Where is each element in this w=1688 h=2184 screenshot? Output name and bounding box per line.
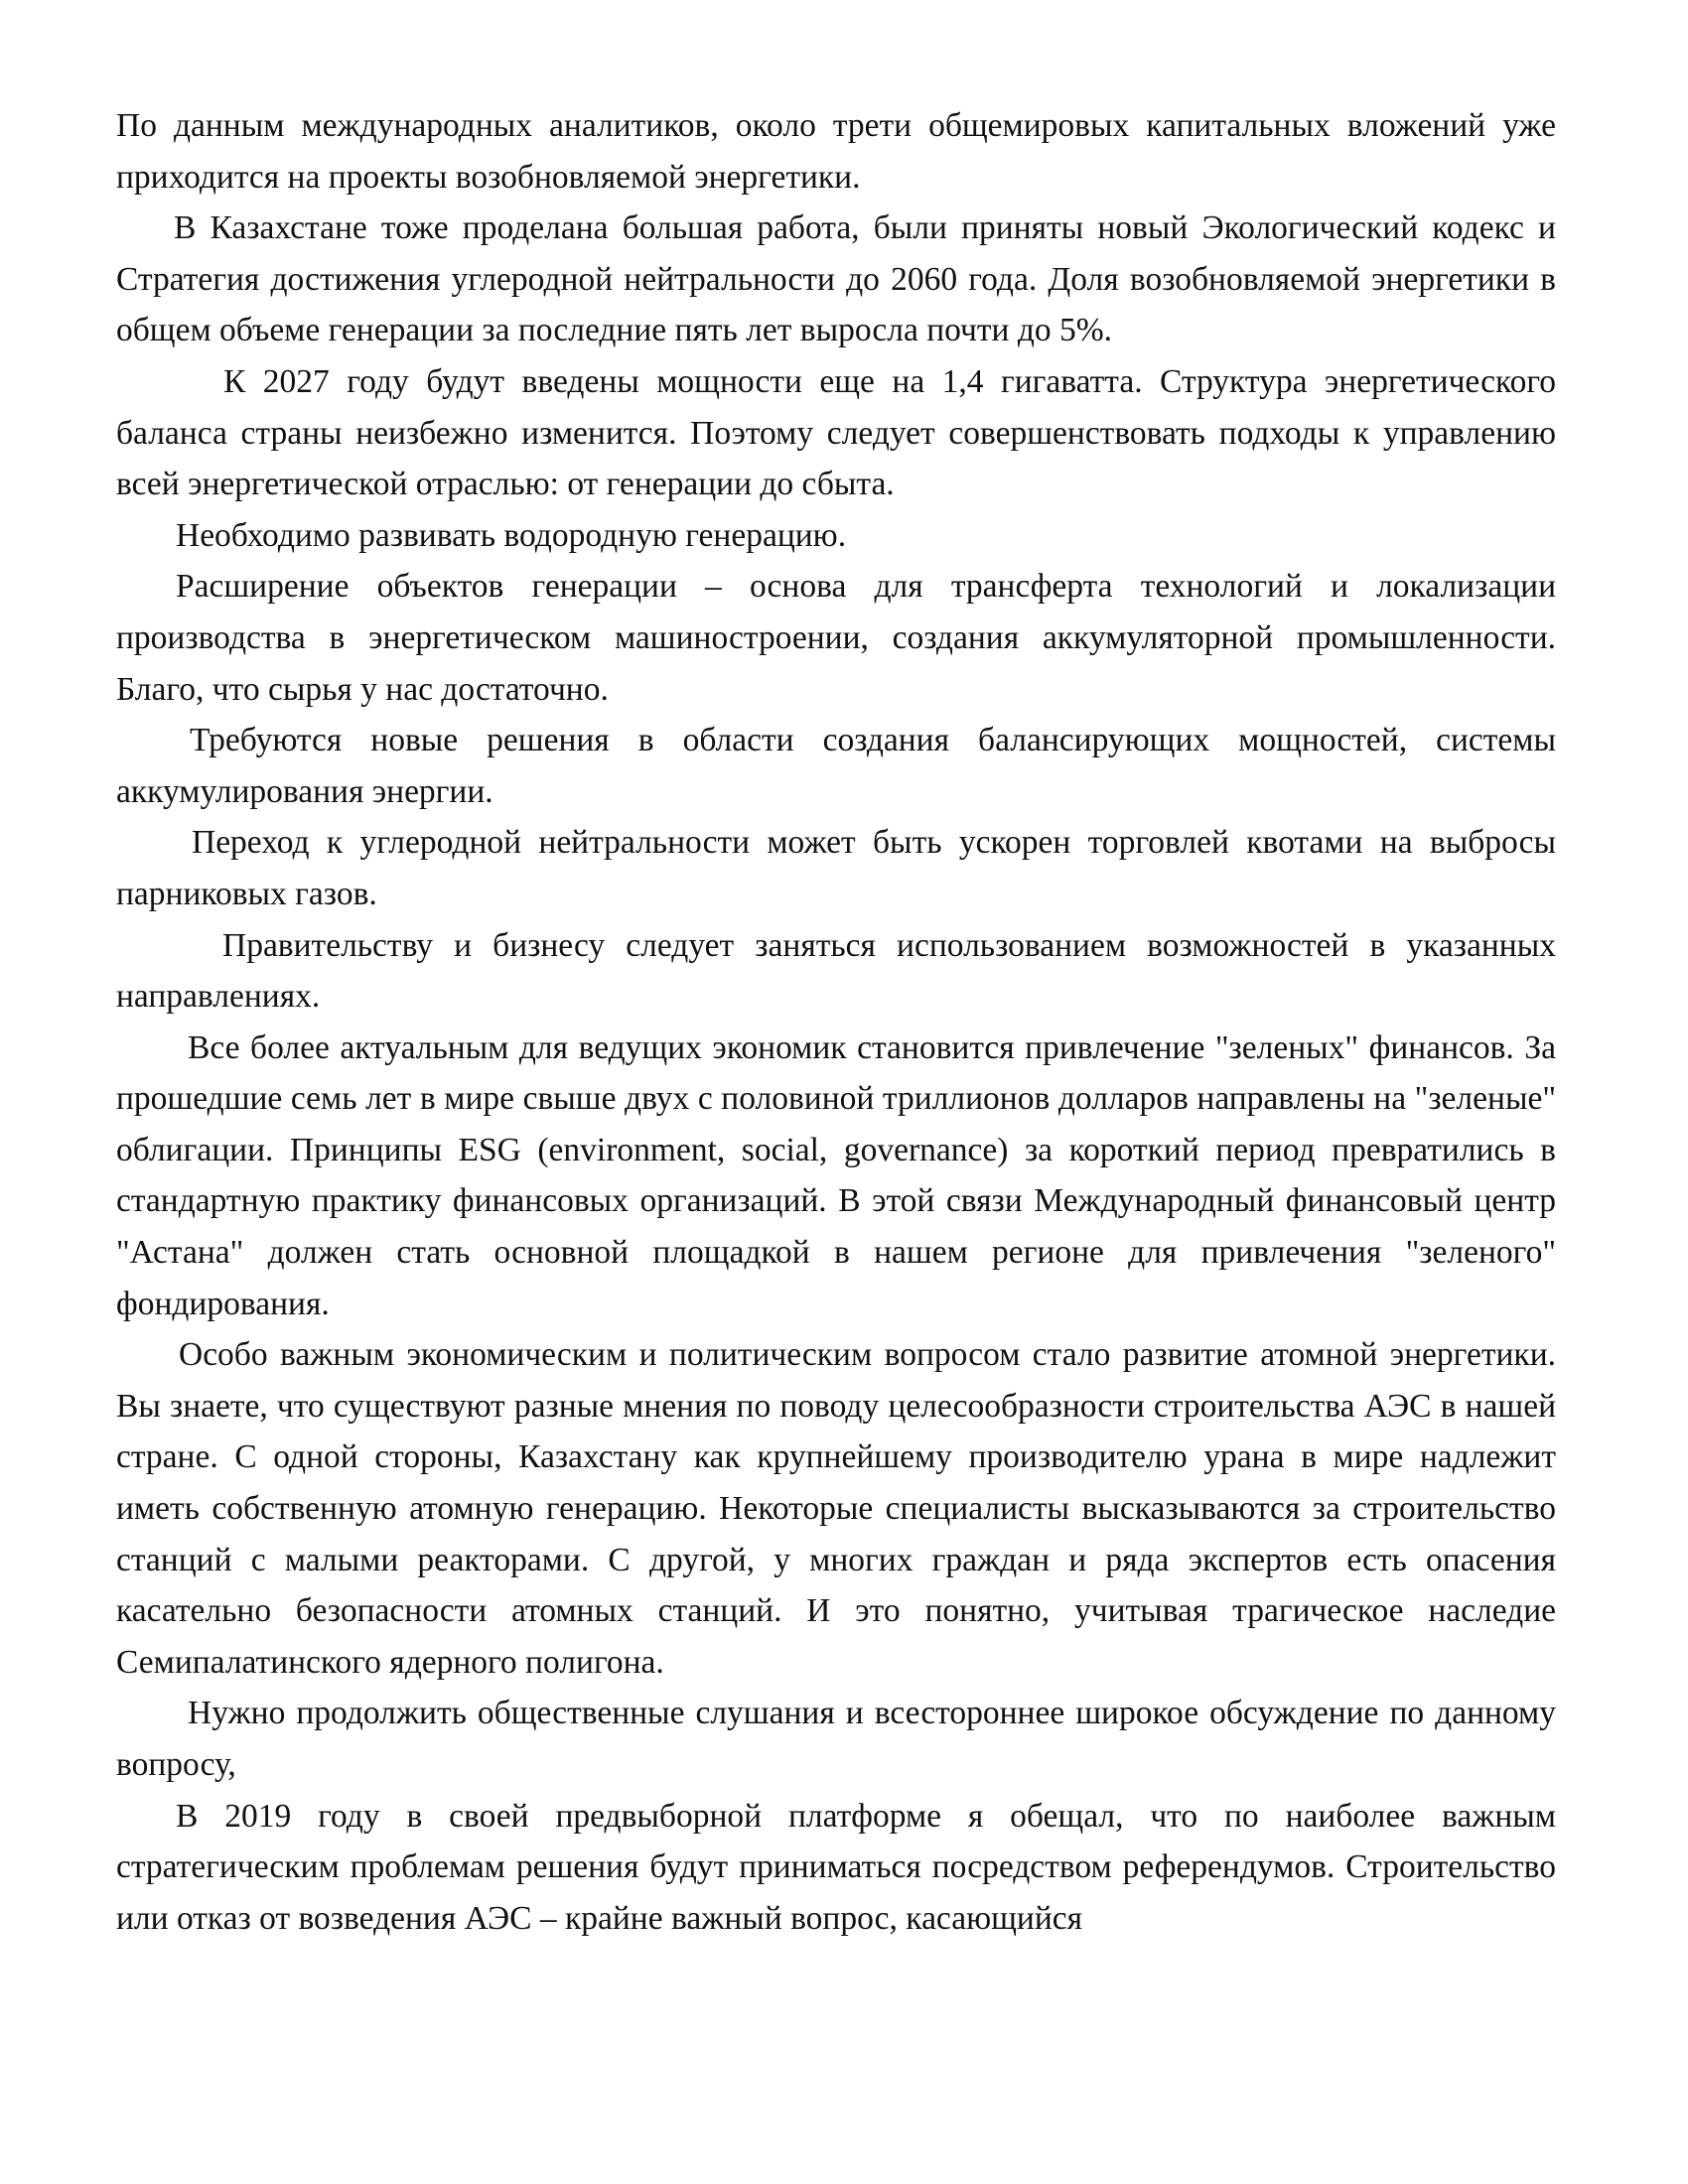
paragraph-government-business: Правительству и бизнесу следует заняться использованием возможностей в указанных направлениях. <box>116 926 1556 1016</box>
paragraph-kazakhstan-ecology: В Казахстане тоже проделана большая работа, были приняты новый Экологический кодекс и Стратегия достижения углеродной нейтральности до 2060 года. Доля возобновляемой энергетики в общем объеме генерации за последние пять лет выросла почти до 5%. <box>116 209 1556 349</box>
paragraph-hydrogen: Необходимо развивать водородную генерацию. <box>176 516 847 554</box>
paragraph-green-finance: Все более актуальным для ведущих экономик становится привлечение "зеленых" финансов. За прошедшие семь лет в мире свыше двух с половиной триллионов долларов направлены на "зеленые" облигации. Принципы ESG (environment, social, governance) за короткий период превратились в стандартную практику финансовых организаций. В этой связи Международный финансовый центр "Астана" должен стать основной площадкой в нашем регионе для привлечения "зеленого" фондирования. <box>116 1028 1556 1322</box>
document-body <box>116 100 1556 1944</box>
paragraph-public-hearings: Нужно продолжить общественные слушания и всестороннее широкое обсуждение по данному вопросу, <box>116 1695 1556 1783</box>
paragraph-capacity-2027: К 2027 году будут введены мощности еще на 1,4 гигаватта. Структура энергетического баланса страны неизбежно изменится. Поэтому следует совершенствовать подходы к управлению всей энергетической отраслью: от генерации до сбыта. <box>116 362 1556 503</box>
paragraph-investments: По данным международных аналитиков, около трети общемировых капитальных вложений уже приходится на проекты возобновляемой энергетики. <box>116 107 1556 196</box>
paragraph-carbon-quotas: Переход к углеродной нейтральности может быть ускорен торговлей квотами на выбросы парниковых газов. <box>116 824 1556 912</box>
paragraph-referendum: В 2019 году в своей предвыборной платформе я обещал, что по наиболее важным стратегическим проблемам решения будут приниматься посредством референдумов. Строительство или отказ от возведения АЭС – крайне важный вопрос, касающийся <box>116 1797 1556 1937</box>
paragraph-balancing-capacity: Требуются новые решения в области создания балансирующих мощностей, системы аккумулирования энергии. <box>116 722 1556 810</box>
paragraph-generation-expansion: Расширение объектов генерации – основа для трансферта технологий и локализации производства в энергетическом машиностроении, создания аккумуляторной промышленности. Благо, что сырья у нас достаточно. <box>116 568 1556 708</box>
paragraph-nuclear-energy: Особо важным экономическим и политическим вопросом стало развитие атомной энергетики. Вы знаете, что существуют разные мнения по поводу целесообразности строительства АЭС в нашей стране. С одной стороны, Казахстану как крупнейшему производителю урана в мире надлежит иметь собственную атомную генерацию. Некоторые специалисты высказываются за строительство станций с малыми реакторами. С другой, у многих граждан и ряда экспертов есть опасения касательно безопасности атомных станций. И это понятно, учитывая трагическое наследие Семипалатинского ядерного полигона. <box>116 1336 1556 1681</box>
